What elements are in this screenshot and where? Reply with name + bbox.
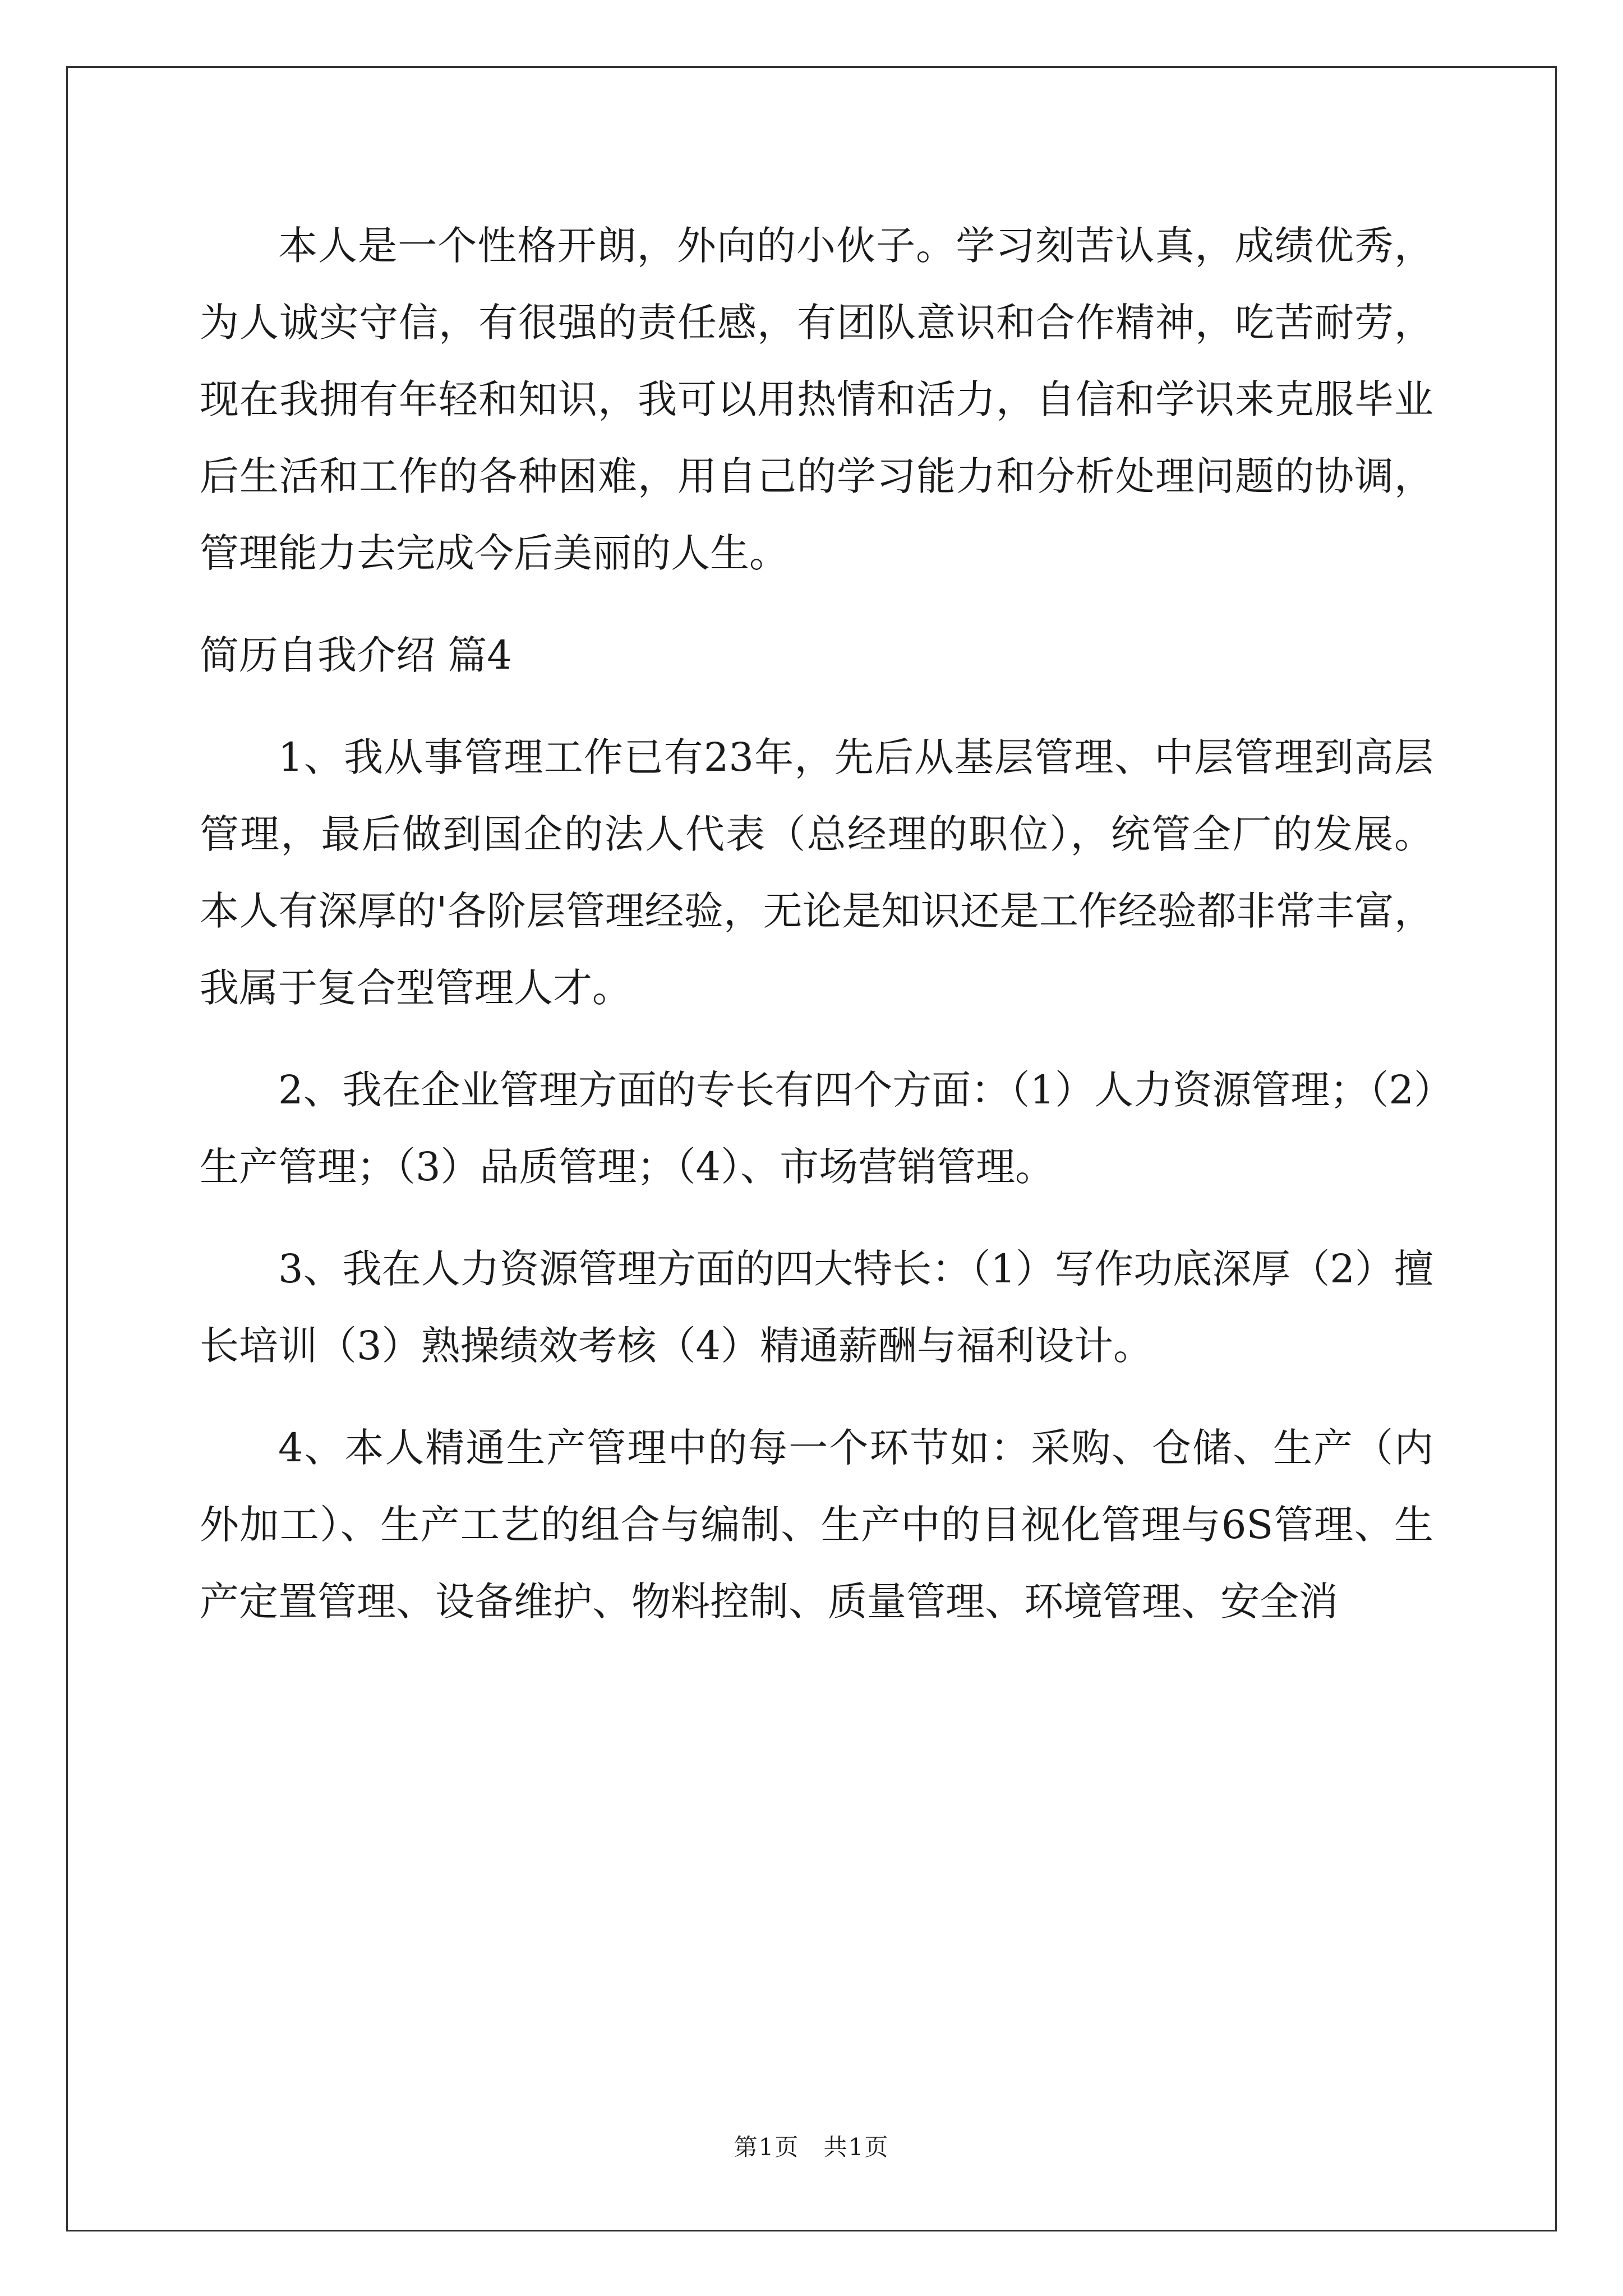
paragraph-item-1: 1、我从事管理工作已有23年，先后从基层管理、中层管理到高层管理，最后做到国企的法人代表（总经理的职位），统管全厂的发展。本人有深厚的'各阶层管理经验，无论是知识还是工作经验都非常丰富，我属于复合型管理人才。 xyxy=(200,734,1433,1011)
paragraph-item-4: 4、本人精通生产管理中的每一个环节如：采购、仓储、生产（内外加工）、生产工艺的组合与编制、生产中的目视化管理与6S管理、生产定置管理、设备维护、物料控制、质量管理、环境管理、安全消 xyxy=(200,1425,1433,1625)
document-body xyxy=(200,208,1433,1665)
intro-paragraph: 本人是一个性格开朗，外向的小伙子。学习刻苦认真，成绩优秀，为人诚实守信，有很强的责任感，有团队意识和合作精神，吃苦耐劳，现在我拥有年轻和知识，我可以用热情和活力，自信和学识来克服毕业后生活和工作的各种困难，用自己的学习能力和分析处理问题的协调，管理能力去完成今后美丽的人生。 xyxy=(200,223,1433,576)
paragraph-item-3: 3、我在人力资源管理方面的四大特长：（1）写作功底深厚（2）擅长培训（3）熟操绩效考核（4）精通薪酬与福利设计。 xyxy=(200,1246,1433,1369)
section-heading: 简历自我介绍 篇4 xyxy=(200,632,512,678)
page-total: 共1页 xyxy=(823,2133,889,2161)
page-footer xyxy=(0,2129,1623,2162)
page-number: 第1页 xyxy=(734,2133,800,2161)
paragraph-item-2: 2、我在企业管理方面的专长有四个方面：（1）人力资源管理；（2）生产管理；（3）品质管理；（4）、市场营销管理。 xyxy=(200,1067,1433,1190)
